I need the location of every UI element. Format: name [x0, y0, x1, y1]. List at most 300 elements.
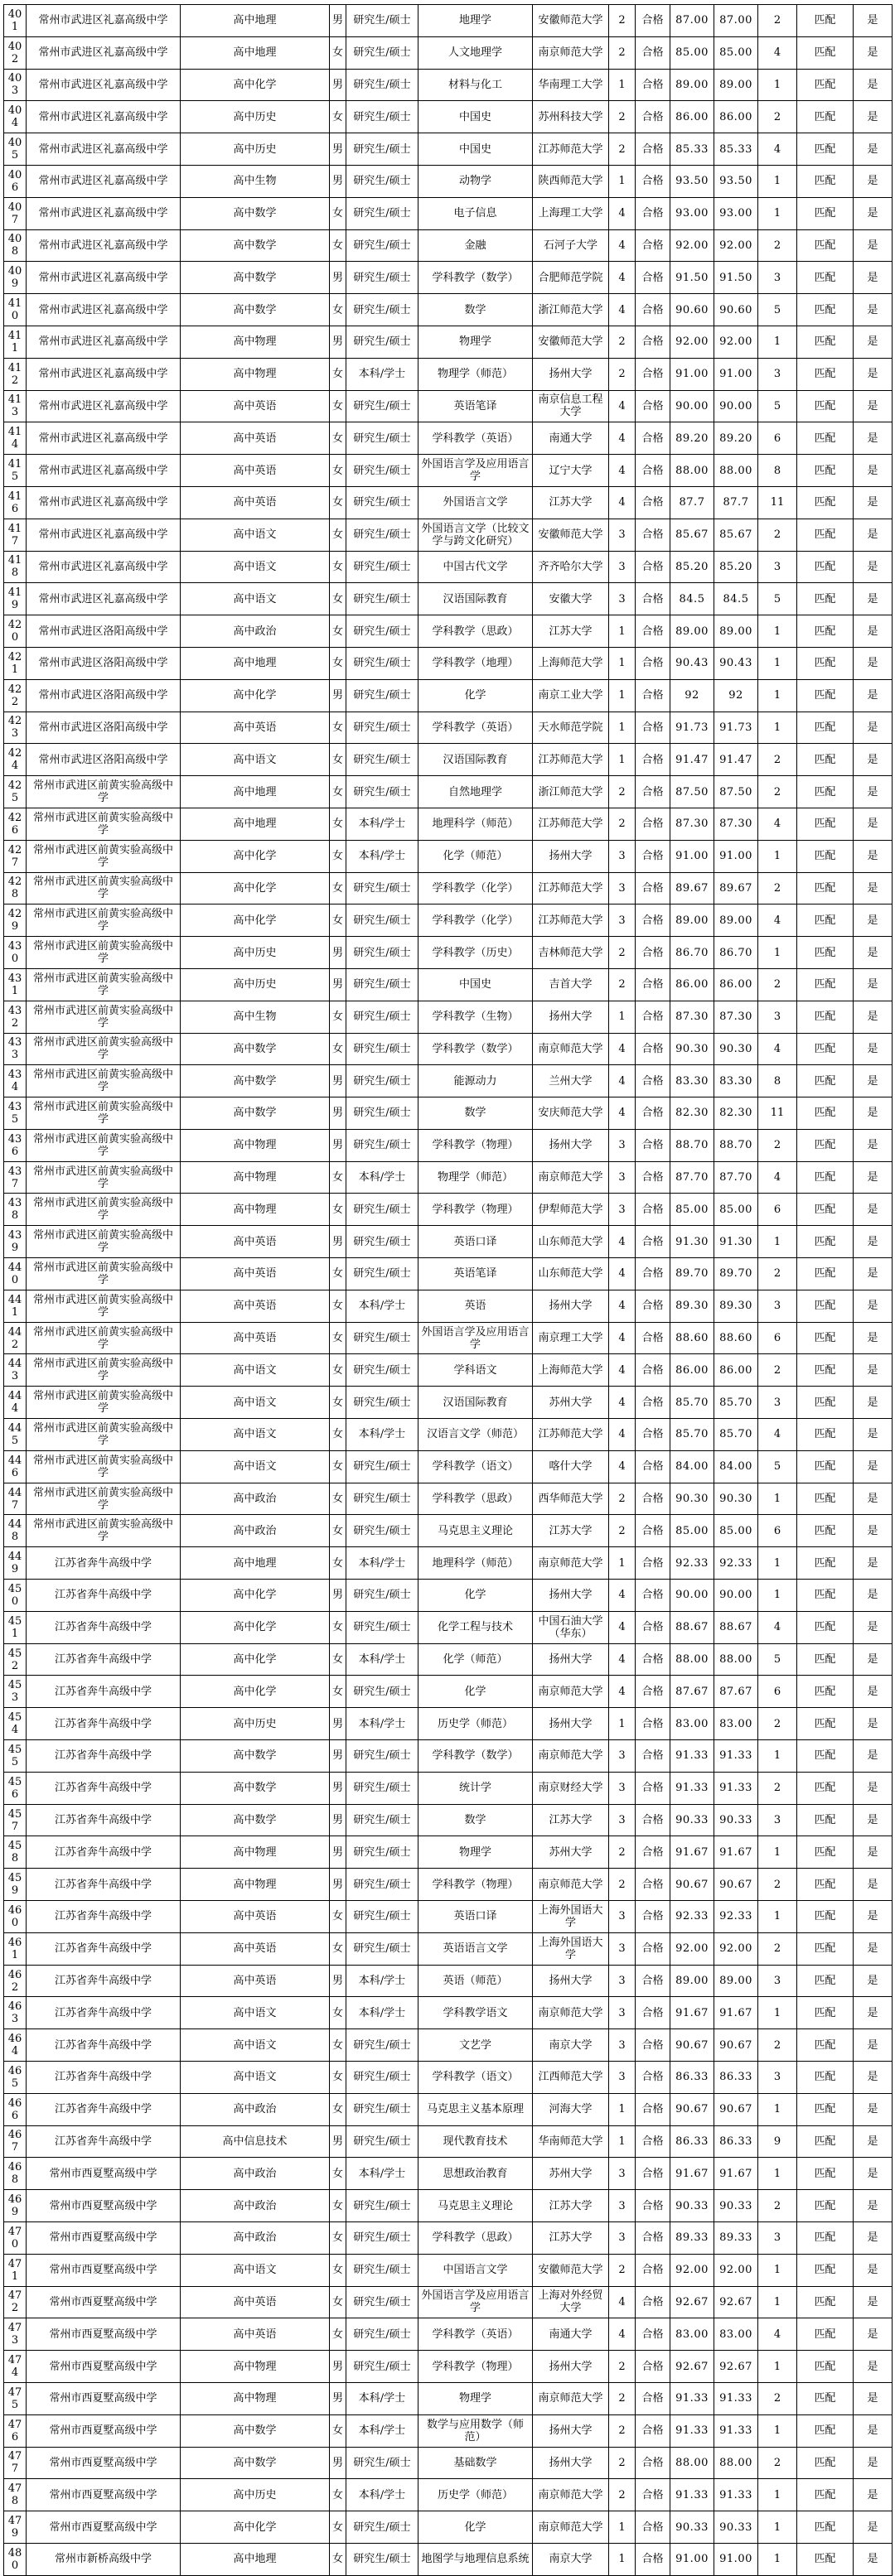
university-cell: 南京师范大学 — [533, 1869, 609, 1901]
score-cell: 87.70 — [670, 1161, 714, 1194]
university-cell: 南京信息工程大学 — [533, 390, 609, 422]
row-number-cell: 470 — [4, 2221, 27, 2254]
rank-cell: 3 — [758, 2221, 797, 2254]
post-subject-cell: 高中数学 — [181, 1740, 330, 1773]
post-subject-cell: 高中化学 — [181, 904, 330, 937]
row-number-cell: 413 — [4, 390, 27, 422]
school-name-cell: 江苏省奔牛高级中学 — [27, 2125, 181, 2158]
match-status-cell: 匹配 — [797, 2318, 854, 2351]
qualification-result-cell: 合格 — [636, 712, 670, 744]
gender-cell: 女 — [330, 2479, 346, 2511]
education-degree-cell: 研究生/硕士 — [346, 872, 418, 904]
gender-cell: 女 — [330, 2254, 346, 2286]
quota-cell: 2 — [609, 1836, 636, 1869]
shortlisted-cell: 是 — [854, 1997, 893, 2029]
quota-cell: 4 — [609, 1676, 636, 1708]
education-degree-cell: 研究生/硕士 — [346, 1836, 418, 1869]
rank-cell: 2 — [758, 872, 797, 904]
match-status-cell: 匹配 — [797, 2254, 854, 2286]
table-row — [4, 1708, 893, 1740]
post-subject-cell: 高中物理 — [181, 1161, 330, 1194]
score-cell: 83.30 — [670, 1065, 714, 1097]
education-degree-cell: 研究生/硕士 — [346, 712, 418, 744]
university-cell: 苏州科技大学 — [533, 101, 609, 133]
match-status-cell: 匹配 — [797, 937, 854, 969]
post-subject-cell: 高中化学 — [181, 69, 330, 101]
education-degree-cell: 研究生/硕士 — [346, 455, 418, 487]
education-degree-cell: 研究生/硕士 — [346, 1033, 418, 1065]
score-cell: 88.00 — [670, 455, 714, 487]
table-row — [4, 133, 893, 166]
gender-cell: 男 — [330, 1226, 346, 1258]
university-cell: 南通大学 — [533, 422, 609, 455]
quota-cell: 4 — [609, 1611, 636, 1643]
rank-cell: 2 — [758, 2382, 797, 2414]
university-cell: 上海师范大学 — [533, 647, 609, 679]
school-name-cell: 常州市武进区前黄实验高级中学 — [27, 808, 181, 840]
university-cell: 扬州大学 — [533, 1001, 609, 1033]
quota-cell: 2 — [609, 36, 636, 69]
qualification-result-cell: 合格 — [636, 2125, 670, 2158]
major-cell: 历史学（师范） — [418, 2479, 533, 2511]
row-number-cell: 449 — [4, 1547, 27, 1580]
score-cell: 90.33 — [670, 2511, 714, 2544]
education-degree-cell: 研究生/硕士 — [346, 2125, 418, 2158]
education-degree-cell: 研究生/硕士 — [346, 968, 418, 1001]
gender-cell: 男 — [330, 1740, 346, 1773]
row-number-cell: 401 — [4, 5, 27, 37]
qualification-result-cell: 合格 — [636, 937, 670, 969]
qualification-result-cell: 合格 — [636, 69, 670, 101]
total-score-cell: 86.33 — [714, 2125, 758, 2158]
university-cell: 南京师范大学 — [533, 2479, 609, 2511]
gender-cell: 女 — [330, 2029, 346, 2062]
quota-cell: 2 — [609, 326, 636, 358]
row-number-cell: 450 — [4, 1580, 27, 1612]
school-name-cell: 江苏省奔牛高级中学 — [27, 1965, 181, 1997]
match-status-cell: 匹配 — [797, 197, 854, 229]
education-degree-cell: 研究生/硕士 — [346, 2447, 418, 2479]
score-cell: 91.50 — [670, 262, 714, 294]
rank-cell: 4 — [758, 1033, 797, 1065]
score-cell: 86.33 — [670, 2062, 714, 2094]
shortlisted-cell: 是 — [854, 519, 893, 551]
row-number-cell: 425 — [4, 776, 27, 808]
rank-cell: 3 — [758, 1965, 797, 1997]
education-degree-cell: 研究生/硕士 — [346, 326, 418, 358]
major-cell: 英语口译 — [418, 1226, 533, 1258]
education-degree-cell: 研究生/硕士 — [346, 1194, 418, 1226]
university-cell: 苏州大学 — [533, 1387, 609, 1419]
major-cell: 现代教育技术 — [418, 2125, 533, 2158]
rank-cell: 1 — [758, 1901, 797, 1933]
match-status-cell: 匹配 — [797, 486, 854, 519]
major-cell: 马克思主义基本原理 — [418, 2093, 533, 2125]
gender-cell: 男 — [330, 968, 346, 1001]
post-subject-cell: 高中数学 — [181, 1065, 330, 1097]
qualification-result-cell: 合格 — [636, 1450, 670, 1483]
qualification-result-cell: 合格 — [636, 1033, 670, 1065]
school-name-cell: 常州市武进区前黄实验高级中学 — [27, 1001, 181, 1033]
major-cell: 化学 — [418, 1580, 533, 1612]
education-degree-cell: 本科/学士 — [346, 1965, 418, 1997]
score-cell: 91.33 — [670, 2414, 714, 2447]
rank-cell: 2 — [758, 1708, 797, 1740]
match-status-cell: 匹配 — [797, 390, 854, 422]
major-cell: 英语（师范） — [418, 1965, 533, 1997]
post-subject-cell: 高中政治 — [181, 2190, 330, 2222]
post-subject-cell: 高中地理 — [181, 776, 330, 808]
post-subject-cell: 高中数学 — [181, 2447, 330, 2479]
major-cell: 中国语言文学 — [418, 2254, 533, 2286]
match-status-cell: 匹配 — [797, 101, 854, 133]
rank-cell: 4 — [758, 133, 797, 166]
match-status-cell: 匹配 — [797, 455, 854, 487]
table-row — [4, 197, 893, 229]
school-name-cell: 江苏省奔牛高级中学 — [27, 1643, 181, 1676]
row-number-cell: 469 — [4, 2190, 27, 2222]
rank-cell: 4 — [758, 808, 797, 840]
major-cell: 人文地理学 — [418, 36, 533, 69]
total-score-cell: 93.50 — [714, 165, 758, 197]
qualification-result-cell: 合格 — [636, 1483, 670, 1515]
score-cell: 85.00 — [670, 1515, 714, 1547]
qualification-result-cell: 合格 — [636, 1226, 670, 1258]
match-status-cell: 匹配 — [797, 1258, 854, 1290]
table-row — [4, 2254, 893, 2286]
quota-cell: 1 — [609, 679, 636, 712]
rank-cell: 3 — [758, 1290, 797, 1322]
row-number-cell: 468 — [4, 2158, 27, 2190]
major-cell: 学科教学（化学） — [418, 904, 533, 937]
rank-cell: 11 — [758, 486, 797, 519]
total-score-cell: 90.00 — [714, 390, 758, 422]
qualification-result-cell: 合格 — [636, 390, 670, 422]
qualification-result-cell: 合格 — [636, 2543, 670, 2575]
score-cell: 92.00 — [670, 1932, 714, 1965]
qualification-result-cell: 合格 — [636, 2414, 670, 2447]
rank-cell: 1 — [758, 679, 797, 712]
post-subject-cell: 高中英语 — [181, 455, 330, 487]
school-name-cell: 常州市西夏墅高级中学 — [27, 2318, 181, 2351]
score-cell: 91.00 — [670, 840, 714, 872]
qualification-result-cell: 合格 — [636, 1836, 670, 1869]
total-score-cell: 89.00 — [714, 615, 758, 648]
row-number-cell: 442 — [4, 1322, 27, 1354]
education-degree-cell: 研究生/硕士 — [346, 1932, 418, 1965]
shortlisted-cell: 是 — [854, 1194, 893, 1226]
major-cell: 中国史 — [418, 101, 533, 133]
major-cell: 外国语言文学 — [418, 486, 533, 519]
gender-cell: 女 — [330, 1547, 346, 1580]
row-number-cell: 467 — [4, 2125, 27, 2158]
quota-cell: 4 — [609, 1097, 636, 1130]
shortlisted-cell: 是 — [854, 1258, 893, 1290]
gender-cell: 男 — [330, 69, 346, 101]
score-cell: 89.33 — [670, 2221, 714, 2254]
post-subject-cell: 高中物理 — [181, 358, 330, 390]
school-name-cell: 江苏省奔牛高级中学 — [27, 2029, 181, 2062]
qualification-result-cell: 合格 — [636, 294, 670, 326]
shortlisted-cell: 是 — [854, 1161, 893, 1194]
match-status-cell: 匹配 — [797, 1708, 854, 1740]
row-number-cell: 463 — [4, 1997, 27, 2029]
university-cell: 扬州大学 — [533, 1290, 609, 1322]
quota-cell: 3 — [609, 1772, 636, 1804]
post-subject-cell: 高中英语 — [181, 1901, 330, 1933]
row-number-cell: 471 — [4, 2254, 27, 2286]
education-degree-cell: 研究生/硕士 — [346, 1804, 418, 1836]
total-score-cell: 91.00 — [714, 840, 758, 872]
university-cell: 中国石油大学（华东） — [533, 1611, 609, 1643]
school-name-cell: 常州市武进区礼嘉高级中学 — [27, 294, 181, 326]
table-row — [4, 551, 893, 583]
major-cell: 学科教学（物理） — [418, 1129, 533, 1161]
major-cell: 学科教学（思政） — [418, 2221, 533, 2254]
university-cell: 扬州大学 — [533, 358, 609, 390]
school-name-cell: 常州市西夏墅高级中学 — [27, 2254, 181, 2286]
education-degree-cell: 研究生/硕士 — [346, 1322, 418, 1354]
post-subject-cell: 高中地理 — [181, 2543, 330, 2575]
quota-cell: 3 — [609, 2029, 636, 2062]
score-cell: 88.00 — [670, 1643, 714, 1676]
gender-cell: 女 — [330, 1290, 346, 1322]
school-name-cell: 江苏省奔牛高级中学 — [27, 2093, 181, 2125]
major-cell: 自然地理学 — [418, 776, 533, 808]
school-name-cell: 常州市武进区前黄实验高级中学 — [27, 1161, 181, 1194]
shortlisted-cell: 是 — [854, 968, 893, 1001]
qualification-result-cell: 合格 — [636, 262, 670, 294]
school-name-cell: 常州市武进区前黄实验高级中学 — [27, 1450, 181, 1483]
university-cell: 河海大学 — [533, 2093, 609, 2125]
education-degree-cell: 研究生/硕士 — [346, 133, 418, 166]
university-cell: 吉首大学 — [533, 968, 609, 1001]
gender-cell: 男 — [330, 679, 346, 712]
school-name-cell: 江苏省奔牛高级中学 — [27, 1997, 181, 2029]
qualification-result-cell: 合格 — [636, 615, 670, 648]
rank-cell: 3 — [758, 551, 797, 583]
shortlisted-cell: 是 — [854, 1965, 893, 1997]
match-status-cell: 匹配 — [797, 422, 854, 455]
rank-cell: 1 — [758, 2254, 797, 2286]
rank-cell: 1 — [758, 2543, 797, 2575]
table-row — [4, 1290, 893, 1322]
shortlisted-cell: 是 — [854, 2351, 893, 2383]
shortlisted-cell: 是 — [854, 1515, 893, 1547]
score-cell: 86.70 — [670, 937, 714, 969]
post-subject-cell: 高中化学 — [181, 679, 330, 712]
qualification-result-cell: 合格 — [636, 422, 670, 455]
school-name-cell: 常州市武进区洛阳高级中学 — [27, 679, 181, 712]
post-subject-cell: 高中数学 — [181, 1772, 330, 1804]
match-status-cell: 匹配 — [797, 2414, 854, 2447]
education-degree-cell: 研究生/硕士 — [346, 1580, 418, 1612]
match-status-cell: 匹配 — [797, 2093, 854, 2125]
quota-cell: 2 — [609, 937, 636, 969]
post-subject-cell: 高中地理 — [181, 808, 330, 840]
education-degree-cell: 研究生/硕士 — [346, 1901, 418, 1933]
match-status-cell: 匹配 — [797, 262, 854, 294]
rank-cell: 3 — [758, 1387, 797, 1419]
university-cell: 吉林师范大学 — [533, 937, 609, 969]
education-degree-cell: 研究生/硕士 — [346, 937, 418, 969]
score-cell: 85.20 — [670, 551, 714, 583]
quota-cell: 1 — [609, 744, 636, 776]
post-subject-cell: 高中数学 — [181, 229, 330, 262]
table-row — [4, 776, 893, 808]
rank-cell: 1 — [758, 69, 797, 101]
major-cell: 金融 — [418, 229, 533, 262]
qualification-result-cell: 合格 — [636, 1804, 670, 1836]
total-score-cell: 89.30 — [714, 1290, 758, 1322]
post-subject-cell: 高中物理 — [181, 1869, 330, 1901]
education-degree-cell: 研究生/硕士 — [346, 1772, 418, 1804]
shortlisted-cell: 是 — [854, 2254, 893, 2286]
university-cell: 苏州大学 — [533, 1836, 609, 1869]
total-score-cell: 89.00 — [714, 1965, 758, 1997]
shortlisted-cell: 是 — [854, 840, 893, 872]
quota-cell: 2 — [609, 968, 636, 1001]
qualification-result-cell: 合格 — [636, 5, 670, 37]
total-score-cell: 88.70 — [714, 1129, 758, 1161]
university-cell: 上海理工大学 — [533, 197, 609, 229]
shortlisted-cell: 是 — [854, 551, 893, 583]
score-cell: 87.30 — [670, 1001, 714, 1033]
row-number-cell: 426 — [4, 808, 27, 840]
table-row — [4, 1965, 893, 1997]
major-cell: 外国语言学及应用语言学 — [418, 455, 533, 487]
total-score-cell: 93.00 — [714, 197, 758, 229]
score-cell: 90.33 — [670, 2190, 714, 2222]
qualification-result-cell: 合格 — [636, 229, 670, 262]
qualification-result-cell: 合格 — [636, 1965, 670, 1997]
shortlisted-cell: 是 — [854, 744, 893, 776]
rank-cell: 2 — [758, 1772, 797, 1804]
quota-cell: 3 — [609, 583, 636, 615]
major-cell: 地理学 — [418, 5, 533, 37]
total-score-cell: 90.30 — [714, 1483, 758, 1515]
university-cell: 扬州大学 — [533, 840, 609, 872]
quota-cell: 2 — [609, 1483, 636, 1515]
shortlisted-cell: 是 — [854, 808, 893, 840]
school-name-cell: 常州市西夏墅高级中学 — [27, 2479, 181, 2511]
table-row — [4, 2318, 893, 2351]
post-subject-cell: 高中英语 — [181, 486, 330, 519]
post-subject-cell: 高中地理 — [181, 1547, 330, 1580]
rank-cell: 11 — [758, 1097, 797, 1130]
row-number-cell: 453 — [4, 1676, 27, 1708]
quota-cell: 4 — [609, 262, 636, 294]
rank-cell: 4 — [758, 1611, 797, 1643]
row-number-cell: 427 — [4, 840, 27, 872]
gender-cell: 女 — [330, 294, 346, 326]
rank-cell: 1 — [758, 615, 797, 648]
school-name-cell: 常州市武进区礼嘉高级中学 — [27, 583, 181, 615]
quota-cell: 2 — [609, 1869, 636, 1901]
education-degree-cell: 研究生/硕士 — [346, 1869, 418, 1901]
university-cell: 江苏大学 — [533, 615, 609, 648]
major-cell: 思想政治教育 — [418, 2158, 533, 2190]
quota-cell: 4 — [609, 1033, 636, 1065]
score-cell: 84.00 — [670, 1450, 714, 1483]
gender-cell: 男 — [330, 1097, 346, 1130]
school-name-cell: 江苏省奔牛高级中学 — [27, 1836, 181, 1869]
rank-cell: 3 — [758, 1001, 797, 1033]
rank-cell: 1 — [758, 1836, 797, 1869]
major-cell: 学科教学（数学） — [418, 1740, 533, 1773]
quota-cell: 4 — [609, 1258, 636, 1290]
total-score-cell: 91.33 — [714, 2382, 758, 2414]
shortlisted-cell: 是 — [854, 1290, 893, 1322]
total-score-cell: 90.30 — [714, 1033, 758, 1065]
row-number-cell: 457 — [4, 1804, 27, 1836]
total-score-cell: 90.43 — [714, 647, 758, 679]
post-subject-cell: 高中语文 — [181, 2254, 330, 2286]
university-cell: 浙江师范大学 — [533, 776, 609, 808]
quota-cell: 4 — [609, 2286, 636, 2318]
quota-cell: 3 — [609, 2190, 636, 2222]
university-cell: 江苏师范大学 — [533, 808, 609, 840]
row-number-cell: 458 — [4, 1836, 27, 1869]
major-cell: 学科教学（数学） — [418, 1033, 533, 1065]
qualification-result-cell: 合格 — [636, 647, 670, 679]
shortlisted-cell: 是 — [854, 36, 893, 69]
total-score-cell: 91.50 — [714, 262, 758, 294]
post-subject-cell: 高中生物 — [181, 165, 330, 197]
education-degree-cell: 本科/学士 — [346, 808, 418, 840]
score-cell: 90.00 — [670, 390, 714, 422]
education-degree-cell: 本科/学士 — [346, 358, 418, 390]
school-name-cell: 常州市武进区洛阳高级中学 — [27, 744, 181, 776]
major-cell: 能源动力 — [418, 1065, 533, 1097]
major-cell: 学科教学（物理） — [418, 2351, 533, 2383]
row-number-cell: 475 — [4, 2382, 27, 2414]
shortlisted-cell: 是 — [854, 2382, 893, 2414]
education-degree-cell: 研究生/硕士 — [346, 2029, 418, 2062]
university-cell: 南京师范大学 — [533, 36, 609, 69]
university-cell: 苏州大学 — [533, 2158, 609, 2190]
education-degree-cell: 研究生/硕士 — [346, 101, 418, 133]
gender-cell: 女 — [330, 486, 346, 519]
total-score-cell: 92.67 — [714, 2286, 758, 2318]
university-cell: 江苏师范大学 — [533, 133, 609, 166]
total-score-cell: 87.67 — [714, 1676, 758, 1708]
total-score-cell: 84.5 — [714, 583, 758, 615]
school-name-cell: 常州市武进区礼嘉高级中学 — [27, 519, 181, 551]
gender-cell: 男 — [330, 1965, 346, 1997]
table-row — [4, 2221, 893, 2254]
rank-cell: 5 — [758, 1450, 797, 1483]
rank-cell: 4 — [758, 904, 797, 937]
school-name-cell: 常州市武进区礼嘉高级中学 — [27, 262, 181, 294]
education-degree-cell: 研究生/硕士 — [346, 1097, 418, 1130]
table-row — [4, 1033, 893, 1065]
university-cell: 南京师范大学 — [533, 2382, 609, 2414]
shortlisted-cell: 是 — [854, 2190, 893, 2222]
qualification-result-cell: 合格 — [636, 1997, 670, 2029]
gender-cell: 女 — [330, 1901, 346, 1933]
quota-cell: 2 — [609, 101, 636, 133]
table-row — [4, 2286, 893, 2318]
table-row — [4, 1065, 893, 1097]
quota-cell: 4 — [609, 2318, 636, 2351]
education-degree-cell: 研究生/硕士 — [346, 5, 418, 37]
total-score-cell: 92.00 — [714, 229, 758, 262]
shortlisted-cell: 是 — [854, 1611, 893, 1643]
table-row — [4, 1387, 893, 1419]
gender-cell: 女 — [330, 776, 346, 808]
post-subject-cell: 高中数学 — [181, 262, 330, 294]
